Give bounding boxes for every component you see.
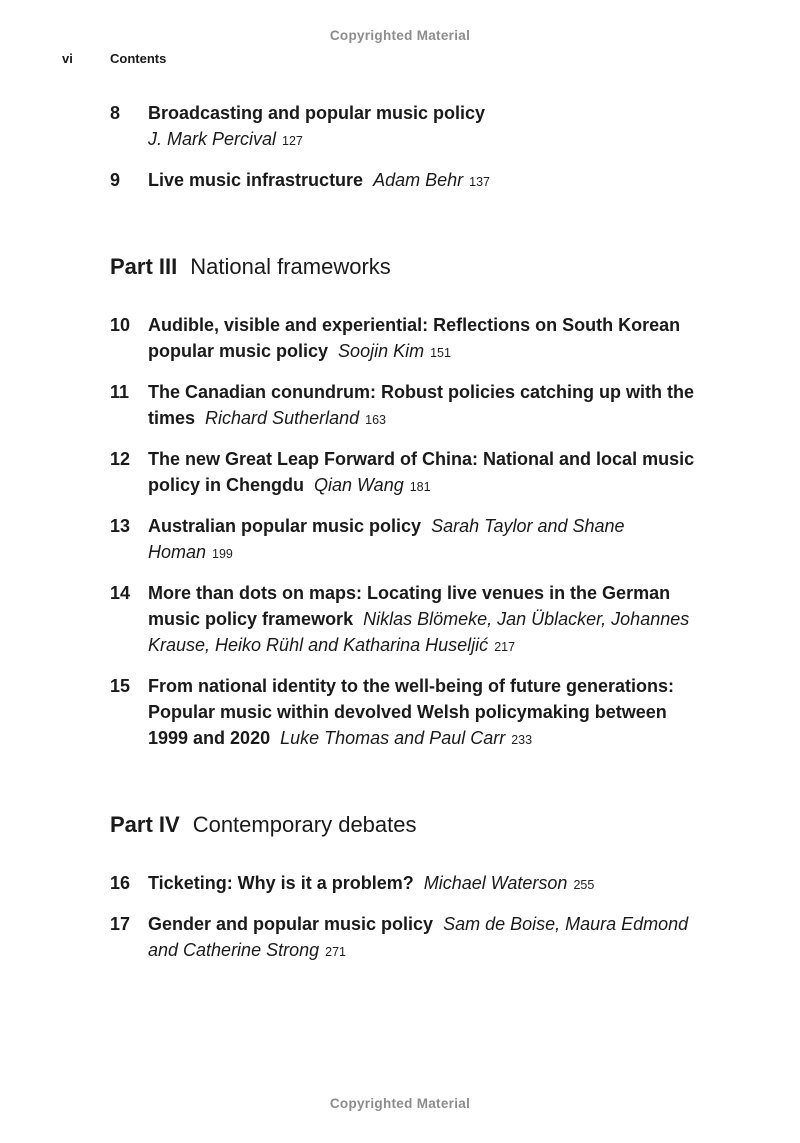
copyright-notice-top: Copyrighted Material [329, 28, 471, 43]
chapter-number: 10 [110, 315, 131, 335]
chapter-title: Audible, visible and experiential: Reflections on South Korean popular music policy [148, 315, 681, 361]
chapter-authors: Qian Wang [314, 475, 404, 495]
chapter-entry [148, 312, 700, 366]
chapter-title: From national identity to the well-being of future generations: Popular music within devolved Welsh policymaking between 1999 and 2020 [148, 676, 675, 748]
chapter-page-number: 181 [409, 480, 431, 494]
chapter-number: 11 [110, 382, 130, 402]
chapter-authors: Soojin Kim [338, 341, 425, 361]
toc-entry-15 [110, 673, 700, 753]
toc-entry-17 [110, 911, 700, 965]
toc-entry-16 [110, 870, 700, 898]
chapter-entry [148, 513, 700, 567]
chapter-number: 15 [110, 676, 131, 696]
toc-entry-10 [110, 312, 700, 366]
chapter-byline [314, 475, 431, 495]
chapter-authors: Michael Waterson [423, 873, 568, 893]
chapter-entry [148, 673, 700, 753]
chapter-page-number: 137 [469, 175, 490, 189]
chapter-page-number: 217 [494, 640, 516, 654]
toc-content [110, 100, 700, 978]
chapter-number: 16 [110, 873, 131, 893]
part-heading-iv [110, 811, 700, 839]
running-head-title: Contents [110, 51, 167, 66]
chapter-authors: J. Mark Percival [148, 129, 277, 149]
toc-entry-11 [110, 379, 700, 433]
chapter-entry [148, 580, 700, 660]
chapter-number: 17 [110, 914, 131, 934]
chapter-number: 8 [110, 103, 121, 123]
chapter-title: The Canadian conundrum: Robust policies catching up with the times [148, 382, 695, 428]
chapter-page-number: 127 [282, 134, 303, 148]
chapter-entry [148, 167, 700, 195]
running-header [62, 51, 166, 66]
chapter-title: More than dots on maps: Locating live venues in the German music policy framework [148, 583, 671, 629]
toc-entry-8 [110, 100, 700, 154]
toc-entry-13 [110, 513, 700, 567]
chapter-entry [148, 379, 700, 433]
chapter-authors: Richard Sutherland [205, 408, 360, 428]
chapter-title: Ticketing: Why is it a problem? [148, 873, 414, 893]
part-title: Contemporary debates [192, 812, 417, 837]
chapter-authors: Sarah Taylor and Shane Homan [148, 516, 625, 562]
chapter-page-number: 151 [430, 346, 451, 360]
chapter-page-number: 199 [212, 547, 233, 561]
toc-entry-9 [110, 167, 700, 195]
chapter-entry [148, 446, 700, 500]
chapter-entry [148, 100, 700, 154]
chapter-byline [280, 728, 532, 748]
chapter-title: Gender and popular music policy [148, 914, 434, 934]
chapter-byline [205, 408, 386, 428]
chapter-authors: Niklas Blömeke, Jan Üblacker, Johannes Krause, Heiko Rühl and Katharina Huseljić [148, 609, 690, 655]
chapter-byline [424, 873, 595, 893]
part-title: National frameworks [190, 254, 391, 279]
chapter-entry [148, 870, 700, 898]
chapter-byline [373, 170, 490, 190]
chapter-number: 14 [110, 583, 131, 603]
chapter-page-number: 163 [365, 413, 386, 427]
chapter-authors: Adam Behr [373, 170, 464, 190]
chapter-page-number: 255 [573, 878, 595, 892]
chapter-byline [338, 341, 451, 361]
chapter-byline [148, 126, 700, 154]
chapter-page-number: 271 [325, 945, 346, 959]
chapter-title: Live music infrastructure [148, 170, 364, 190]
page-folio: vi [62, 51, 73, 66]
toc-entry-12 [110, 446, 700, 500]
chapter-authors: Sam de Boise, Maura Edmond and Catherine Strong [148, 914, 689, 960]
chapter-page-number: 233 [511, 733, 533, 747]
part-heading-iii [110, 253, 700, 281]
chapter-number: 13 [110, 516, 131, 536]
copyright-notice-bottom: Copyrighted Material [329, 1096, 471, 1111]
chapter-entry [148, 911, 700, 965]
chapter-title: Broadcasting and popular music policy [148, 103, 486, 123]
chapter-number: 12 [110, 449, 131, 469]
chapter-number: 9 [110, 170, 121, 190]
chapter-authors: Luke Thomas and Paul Carr [280, 728, 506, 748]
chapter-title: Australian popular music policy [148, 516, 422, 536]
part-label: Part IV [110, 812, 180, 837]
chapter-title: The new Great Leap Forward of China: National and local music policy in Chengdu [148, 449, 695, 495]
part-label: Part III [110, 254, 178, 279]
toc-entry-14 [110, 580, 700, 660]
